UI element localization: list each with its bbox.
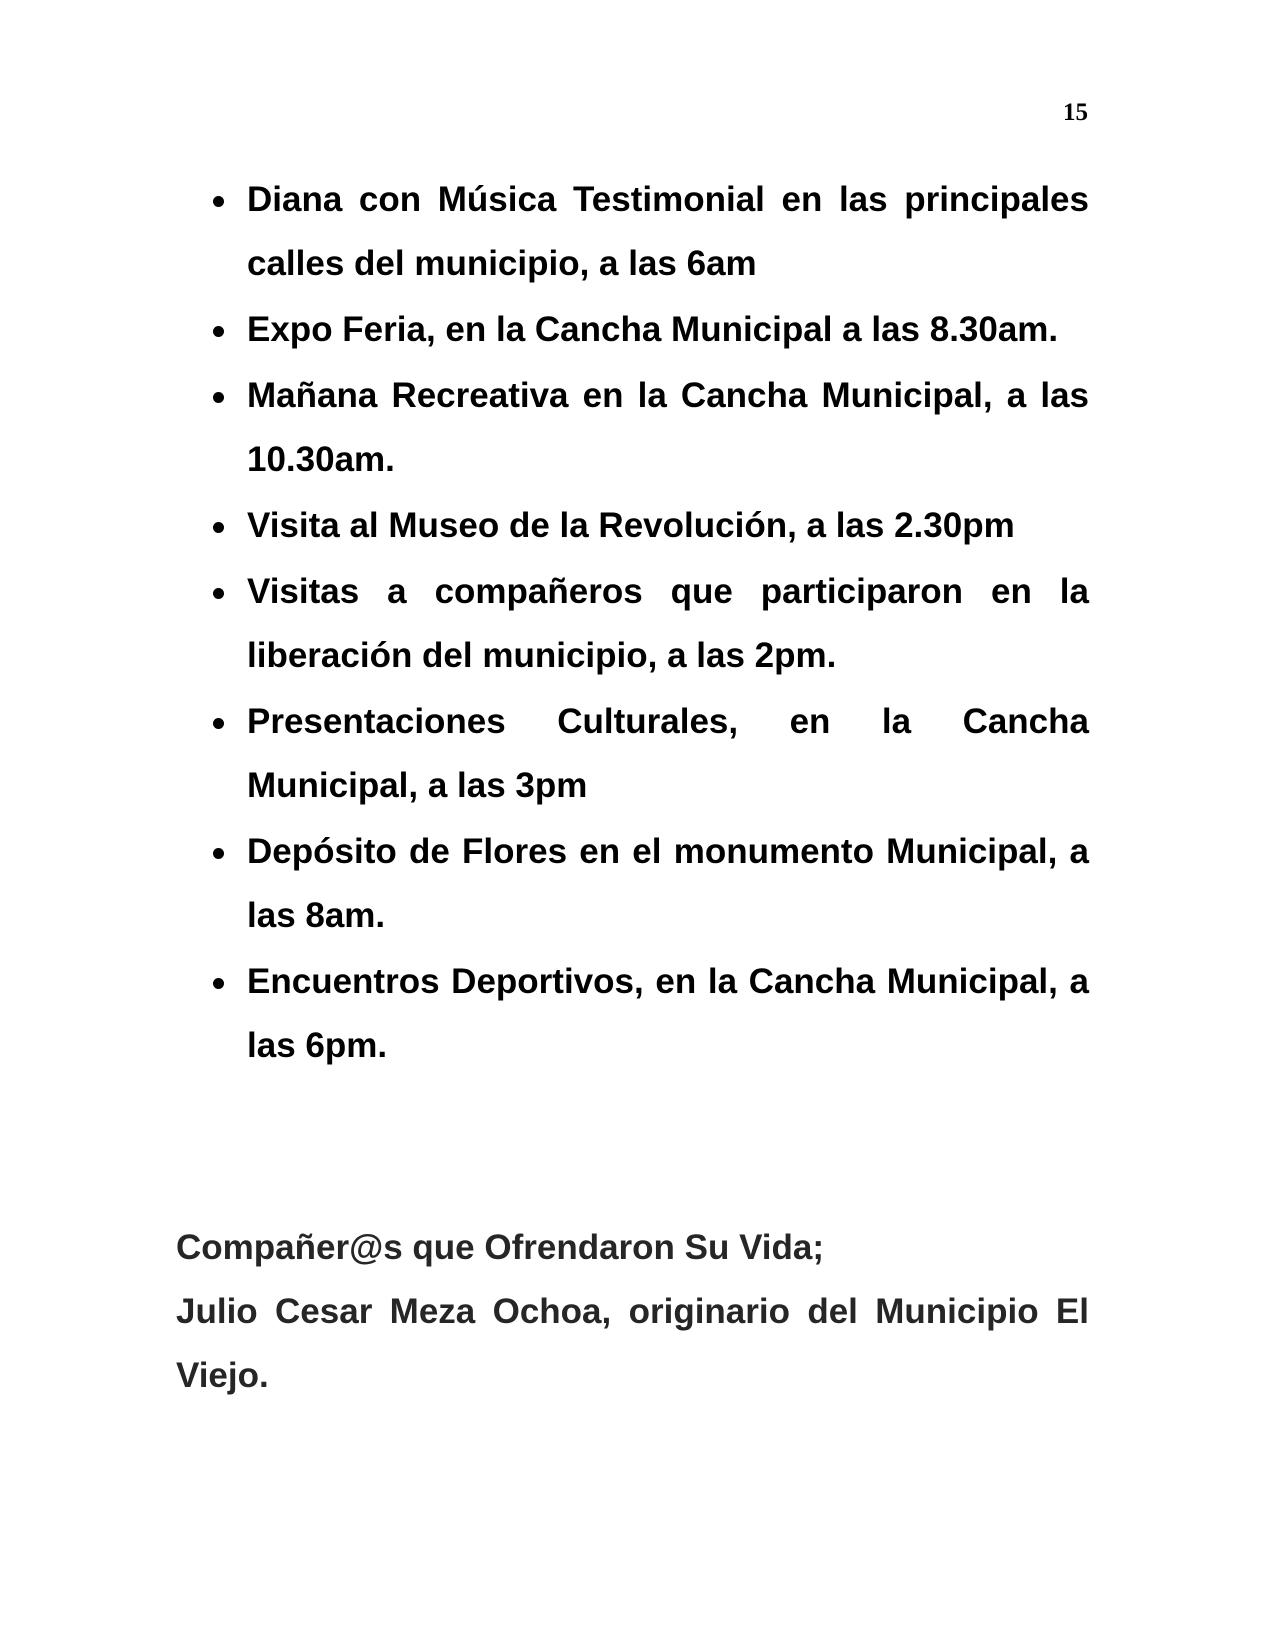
event-text: Depósito de Flores en el monumento Municipal, a las 8am. [247,832,1089,935]
event-text: Diana con Música Testimonial en las principales calles del municipio, a las 6am [247,180,1089,283]
tribute-text: Julio Cesar Meza Ochoa, originario del Municipio El Viejo. [176,1292,1089,1395]
event-list [209,168,1089,1080]
bullet-icon [213,522,224,533]
bullet-icon [213,588,224,599]
event-text: Visitas a compañeros que participaron en la liberación del municipio, a las 2pm. [247,572,1089,675]
list-item [209,950,1089,1078]
tribute-section [176,1216,1089,1408]
list-item [209,494,1089,558]
bullet-icon [213,196,224,207]
list-item [209,560,1089,688]
page-number: 15 [1063,99,1088,126]
event-text: Mañana Recreativa en la Cancha Municipal, a las 10.30am. [247,376,1089,479]
event-text: Encuentros Deportivos, en la Cancha Municipal, a las 6pm. [247,962,1089,1065]
bullet-icon [213,392,224,403]
list-item [209,364,1089,492]
event-text: Expo Feria, en la Cancha Municipal a las 8.30am. [247,310,1059,349]
bullet-icon [213,848,224,859]
list-item [209,168,1089,296]
bullet-icon [213,326,224,337]
tribute-heading: Compañer@s que Ofrendaron Su Vida; [176,1228,825,1267]
bullet-icon [213,718,224,729]
bullet-icon [213,978,224,989]
list-item [209,820,1089,948]
list-item [209,298,1089,362]
list-item [209,690,1089,818]
event-text: Presentaciones Culturales, en la Cancha Municipal, a las 3pm [247,702,1089,805]
event-text: Visita al Museo de la Revolución, a las 2.30pm [247,506,1015,545]
